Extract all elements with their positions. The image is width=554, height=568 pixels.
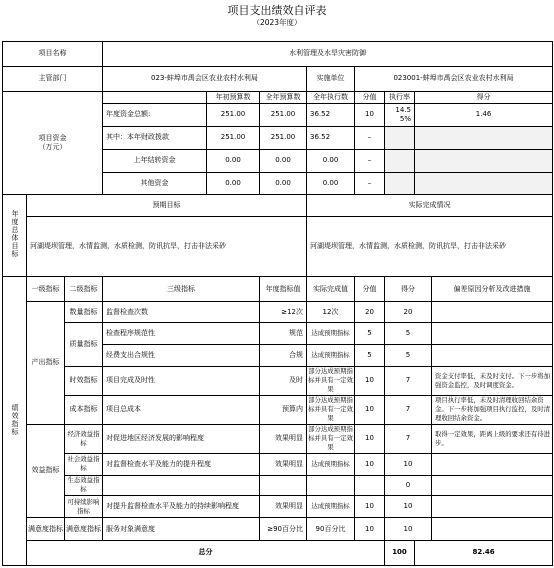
- level2-ecological: 生态效益指标: [65, 475, 103, 496]
- funds-initial: 251.00: [207, 104, 260, 127]
- indicator-name: [103, 475, 260, 496]
- level1-satisfaction: 满意度指标: [27, 518, 65, 541]
- funds-rate: [385, 126, 415, 149]
- funds-header-executed: 全年执行数: [307, 91, 355, 103]
- header-target: 年度指标值: [260, 277, 307, 302]
- actual-goal-text: 河湖堤坝管理，水情监测，水质检测，防讯抗旱，打击非法采砂: [307, 217, 553, 277]
- goals-row: [3, 217, 553, 277]
- total-row: [3, 540, 553, 565]
- department-value: 023-蚌埠市禹会区农业农村水利局: [103, 66, 307, 91]
- project-name-label: 项目名称: [3, 41, 103, 66]
- indicator-note: 资金支付率低，未及时支付。下一步将加强资金监控，及时调度资金。: [432, 366, 553, 395]
- funds-row-label: 上年结转资金: [103, 149, 207, 172]
- indicator-name: 项目完成及时性: [103, 366, 260, 395]
- funds-rate: 14.55%: [385, 104, 415, 127]
- funds-executed: 36.52: [307, 104, 355, 127]
- level2-economic: 经济效益指标: [65, 424, 103, 453]
- funds-score: 1.46: [415, 104, 553, 127]
- funds-weight: 10: [355, 104, 385, 127]
- total-weight: 100: [385, 540, 415, 565]
- indicators-section-label: 绩效指标: [3, 277, 27, 566]
- expected-goal-text: 河湖堤坝管理，水情监测，水质检测，防讯抗旱，打击非法采砂: [27, 217, 307, 277]
- funds-header-row: [3, 91, 553, 103]
- indicator-name: 经费支出合规性: [103, 344, 260, 366]
- indicator-score: 5: [385, 323, 432, 345]
- header-level2: 二级指标: [65, 277, 103, 302]
- funds-initial: 0.00: [207, 172, 260, 195]
- funds-score: [415, 149, 553, 172]
- indicator-actual: 部分达成预期指标并具有一定效果: [307, 395, 355, 424]
- indicator-score: 7: [385, 366, 432, 395]
- indicator-target: 效果明显: [260, 496, 307, 518]
- actual-goal-label: 实际完成情况: [307, 195, 553, 217]
- level2-social: 社会效益指标: [65, 453, 103, 475]
- header-level3: 三级指标: [103, 277, 260, 302]
- indicator-row: [3, 395, 553, 424]
- funds-section-label: 项目资金 （万元）: [3, 91, 103, 195]
- evaluation-table: [2, 34, 553, 566]
- indicator-row: [3, 366, 553, 395]
- header-score: 得分: [385, 277, 432, 302]
- total-label: 总分: [27, 540, 385, 565]
- level2-timeliness: 时效指标: [65, 366, 103, 395]
- indicator-weight: 10: [355, 395, 385, 424]
- indicator-target: [260, 475, 307, 496]
- indicator-score: 10: [385, 453, 432, 475]
- funds-executed: 36.52: [307, 126, 355, 149]
- indicator-actual: 部分达成预期指标并具有一定效果: [307, 366, 355, 395]
- header-weight: 分值: [355, 277, 385, 302]
- level1-benefit: 效益指标: [27, 424, 65, 517]
- indicator-target: 及时: [260, 366, 307, 395]
- funds-rate: [385, 149, 415, 172]
- indicator-name: 服务对象满意度: [103, 518, 260, 541]
- level2-satisfaction: 满意度指标: [65, 518, 103, 541]
- level2-quality: 质量指标: [65, 323, 103, 367]
- indicator-score: 0: [385, 475, 432, 496]
- total-score: 82.46: [415, 540, 553, 565]
- goals-header-row: [3, 195, 553, 217]
- indicator-name: 项目总成本: [103, 395, 260, 424]
- indicator-target: 合规: [260, 344, 307, 366]
- page-title: 项目支出绩效自评表: [227, 4, 327, 17]
- indicator-row: [3, 302, 553, 323]
- level1-output: 产出指标: [27, 302, 65, 424]
- goals-section-label: 年度总体目标: [3, 195, 27, 277]
- funds-score: [415, 172, 553, 195]
- indicator-weight: 20: [355, 302, 385, 323]
- indicator-name: 对提升监督检查水平及能力的持续影响程度: [103, 496, 260, 518]
- department-label: 主管部门: [3, 66, 103, 91]
- indicator-target: 效果明显: [260, 424, 307, 453]
- indicator-row: [3, 424, 553, 453]
- indicator-target: ≥12次: [260, 302, 307, 323]
- indicator-note: 取得一定效果，距离上级的要求还有待进步。: [432, 424, 553, 453]
- indicator-score: 7: [385, 424, 432, 453]
- indicator-weight: 5: [355, 323, 385, 345]
- funds-weight: –: [355, 172, 385, 195]
- funds-header-initial: 年初预算数: [207, 91, 260, 103]
- header-level1: 一级指标: [27, 277, 65, 302]
- level2-cost: 成本指标: [65, 395, 103, 424]
- funds-rate: [385, 172, 415, 195]
- indicator-name: 对促进地区经济发展的影响程度: [103, 424, 260, 453]
- project-name-row: [3, 41, 553, 66]
- indicator-target: 预算内: [260, 395, 307, 424]
- funds-header-annual: 全年预算数: [260, 91, 307, 103]
- funds-executed: 0.00: [307, 149, 355, 172]
- indicators-header-row: [3, 277, 553, 302]
- indicator-actual: 达成预期指标: [307, 453, 355, 475]
- header-notes: 偏差原因分析及改进措施: [432, 277, 553, 302]
- indicator-actual: 达成预期指标: [307, 344, 355, 366]
- funds-header-rate: 执行率: [385, 91, 415, 103]
- implementer-value: 023001-蚌埠市禹会区农业农村水利局: [355, 66, 553, 91]
- project-name-value: 水利管理及水旱灾害防御: [103, 41, 553, 66]
- indicator-row: [3, 475, 553, 496]
- funds-annual: 251.00: [260, 104, 307, 127]
- funds-row-label: 其中：本年财政拨款: [103, 126, 207, 149]
- indicator-row: [3, 453, 553, 475]
- funds-annual: 0.00: [260, 172, 307, 195]
- indicator-target: 规范: [260, 323, 307, 345]
- department-row: [3, 66, 553, 91]
- indicator-weight: 10: [355, 496, 385, 518]
- indicator-name: 监督检查次数: [103, 302, 260, 323]
- indicator-note: 项目执行率低，未及时清理收回结余资金。下一步将加强项目执行监控，及时清理收回结余资金。: [432, 395, 553, 424]
- funds-initial: 251.00: [207, 126, 260, 149]
- funds-annual: 251.00: [260, 126, 307, 149]
- indicator-actual: 部分达成预期指标并具有一定效果: [307, 424, 355, 453]
- funds-row-label: 年度资金总额:: [103, 104, 207, 127]
- funds-annual: 0.00: [260, 149, 307, 172]
- indicator-target: 效果明显: [260, 453, 307, 475]
- indicator-actual: [307, 475, 355, 496]
- indicator-row: [3, 518, 553, 541]
- indicator-weight: 10: [355, 366, 385, 395]
- indicator-name: 检查程序规范性: [103, 323, 260, 345]
- funds-weight: –: [355, 149, 385, 172]
- indicator-actual: 达成预期指标: [307, 496, 355, 518]
- indicator-weight: 10: [355, 453, 385, 475]
- funds-weight: –: [355, 126, 385, 149]
- funds-header-score: 得分: [415, 91, 553, 103]
- header-actual: 实际完成值: [307, 277, 355, 302]
- indicator-weight: 10: [355, 424, 385, 453]
- funds-header-weight: 分值: [355, 91, 385, 103]
- indicator-score: 10: [385, 518, 432, 541]
- indicator-weight: [355, 475, 385, 496]
- funds-row-label: 其他资金: [103, 172, 207, 195]
- funds-score: [415, 126, 553, 149]
- implementer-label: 实施单位: [307, 66, 355, 91]
- indicator-row: [3, 496, 553, 518]
- level2-sustainable: 可持续影响指标: [65, 496, 103, 518]
- indicator-row: [3, 323, 553, 345]
- indicator-score: 20: [385, 302, 432, 323]
- page-subtitle: （2023年度）: [252, 18, 302, 27]
- indicator-target: ≥90百分比: [260, 518, 307, 541]
- funds-initial: 0.00: [207, 149, 260, 172]
- indicator-weight: 10: [355, 518, 385, 541]
- indicator-score: 7: [385, 395, 432, 424]
- indicator-name: 对监督检查水平及能力的提升程度: [103, 453, 260, 475]
- level2-quantity: 数量指标: [65, 302, 103, 323]
- indicator-actual: 12次: [307, 302, 355, 323]
- indicator-weight: 5: [355, 344, 385, 366]
- indicator-score: 5: [385, 344, 432, 366]
- indicator-actual: 90百分比: [307, 518, 355, 541]
- indicator-actual: 达成预期指标: [307, 323, 355, 345]
- funds-executed: 0.00: [307, 172, 355, 195]
- indicator-score: 10: [385, 496, 432, 518]
- expected-goal-label: 预期目标: [27, 195, 307, 217]
